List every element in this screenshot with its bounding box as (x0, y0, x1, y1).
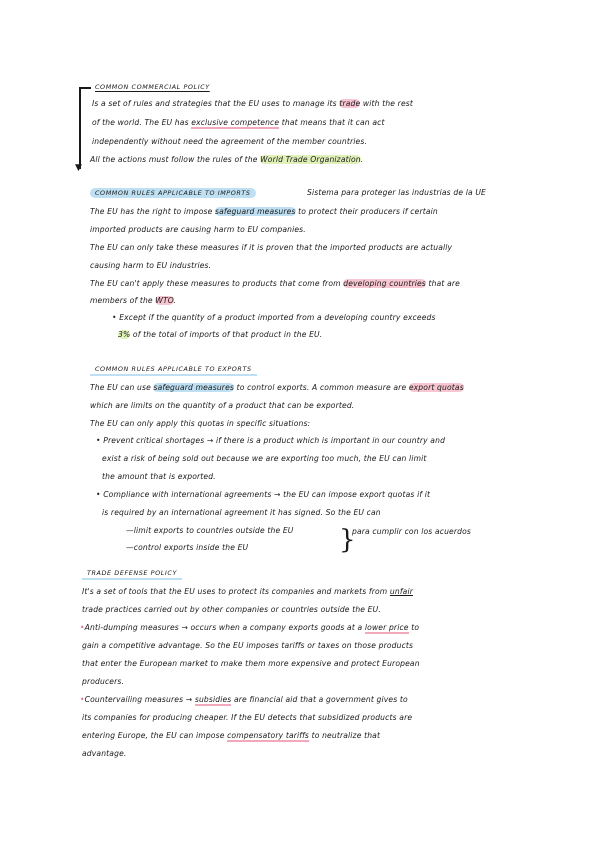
text-line: 3% of the total of imports of that product in the EU. (118, 330, 323, 339)
bullet-item: •Anti-dumping measures → occurs when a company exports goods at a lower price to (80, 623, 420, 632)
bullet-item: • Compliance with international agreements → the EU can impose export quotas if it (96, 490, 431, 499)
highlight-safeguard-measures: safeguard measures (214, 207, 296, 216)
highlight-subsidies: subsidies (194, 695, 232, 704)
text-line: is required by an international agreement it has signed. So the EU can (102, 508, 381, 517)
text-line: that enter the European market to make them more expensive and protect European (82, 659, 420, 668)
dash-icon: — (126, 543, 134, 552)
bullet-item: •Countervailing measures → subsidies are financial aid that a government gives to (80, 695, 408, 704)
bracket-vertical-line (79, 87, 81, 169)
text-line: The EU can use safeguard measures to control exports. A common measure are export quotas (90, 383, 464, 392)
bullet-item: • Except if the quantity of a product imported from a developing country exceeds (112, 313, 436, 322)
highlight-three-percent: 3% (118, 330, 131, 339)
text-line: imported products are causing harm to EU companies. (90, 225, 306, 234)
highlight-wto-short: WTO (155, 296, 174, 305)
bullet-icon: • (112, 313, 117, 322)
section-heading-imports: COMMON RULES APPLICABLE TO IMPORTS (90, 188, 256, 198)
text-line: trade practices carried out by other companies or countries outside the EU. (82, 605, 381, 614)
highlight-safeguard-measures-exports: safeguard measures (153, 383, 235, 392)
highlight-compensatory-tariffs: compensatory tariffs (227, 731, 310, 740)
text-line: independently without need the agreement of the member countries. (92, 137, 368, 146)
bullet-item: • Prevent critical shortages → if there is a product which is important in our country and (96, 436, 446, 445)
text-line: advantage. (82, 749, 127, 758)
curly-brace-icon: } (339, 525, 356, 555)
dash-icon: — (126, 526, 134, 535)
section-heading-commercial-policy: COMMON COMMERCIAL POLICY (95, 83, 210, 91)
text-line: Is a set of rules and strategies that the EU uses to manage its trade with the rest (92, 99, 414, 108)
text-line: its companies for producing cheaper. If the EU detects that subsidized products are (82, 713, 413, 722)
text-line: entering Europe, the EU can impose compensatory tariffs to neutralize that (82, 731, 381, 740)
bullet-icon: • (96, 436, 101, 445)
text-line: gain a competitive advantage. So the EU imposes tariffs or taxes on those products (82, 641, 414, 650)
section-heading-trade-defense: TRADE DEFENSE POLICY (82, 568, 182, 580)
arrow-down-icon: ▼ (75, 163, 82, 173)
underline-unfair: unfair (389, 587, 413, 596)
section-heading-exports: COMMON RULES APPLICABLE TO EXPORTS (90, 364, 257, 376)
highlight-wto: World Trade Organization (260, 155, 361, 164)
text-line: causing harm to EU industries. (90, 261, 212, 270)
text-line: of the world. The EU has exclusive competence that means that it can act (92, 118, 385, 127)
highlight-exclusive-competence: exclusive competence (191, 118, 280, 127)
text-line: producers. (82, 677, 125, 686)
text-line: The EU has the right to impose safeguard measures to protect their producers if certain (90, 207, 438, 216)
highlight-developing-countries: developing countries (343, 279, 426, 288)
pink-bullet-icon: • (80, 695, 85, 704)
highlight-trade: trade (339, 99, 361, 108)
margin-note: Sistema para proteger las industrias de la UE (307, 188, 486, 197)
text-line: The EU can't apply these measures to products that come from developing countries that are (90, 279, 460, 288)
text-line: All the actions must follow the rules of the World Trade Organization. (90, 155, 364, 164)
text-line: The EU can only apply this quotas in specific situations: (90, 419, 311, 428)
sub-item: —control exports inside the EU (126, 543, 249, 552)
text-line: members of the WTO. (90, 296, 177, 305)
text-line: which are limits on the quantity of a product that can be exported. (90, 401, 355, 410)
bullet-icon: • (96, 490, 101, 499)
sub-item: —limit exports to countries outside the EU (126, 526, 294, 535)
pink-bullet-icon: • (80, 623, 85, 632)
text-line: The EU can only take these measures if it is proven that the imported products are actually (90, 243, 453, 252)
text-line: It's a set of tools that the EU uses to protect its companies and markets from unfair (82, 587, 413, 596)
margin-note: para cumplir con los acuerdos (352, 527, 472, 536)
highlight-lower-price: lower price (364, 623, 409, 632)
text-line: the amount that is exported. (102, 472, 216, 481)
text-line: exist a risk of being sold out because we are exporting too much, the EU can limit (102, 454, 427, 463)
highlight-export-quotas: export quotas (408, 383, 464, 392)
